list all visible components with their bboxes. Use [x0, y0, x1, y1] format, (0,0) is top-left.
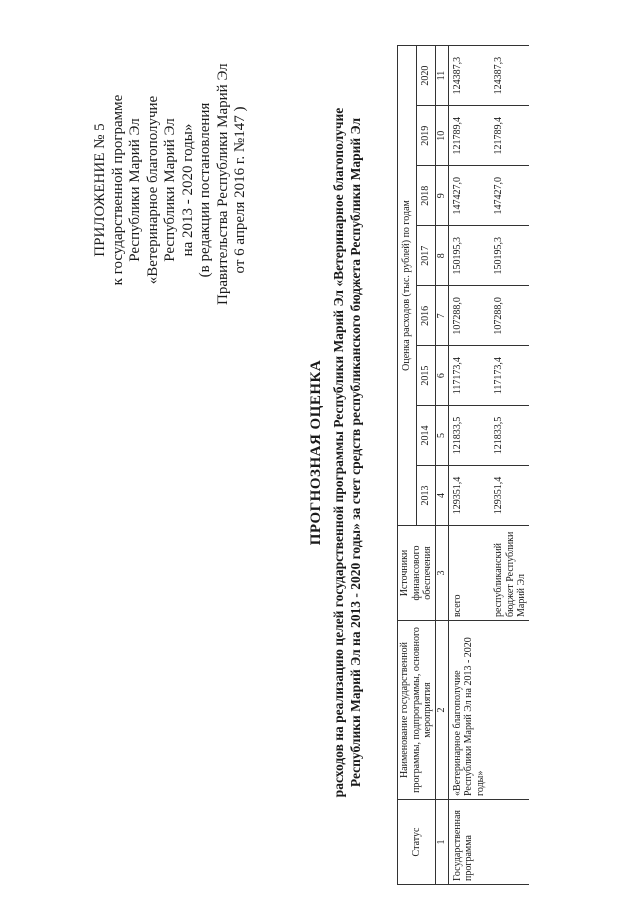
row-value: 147427,0 — [448, 166, 487, 226]
row-value: 147427,0 — [487, 166, 529, 226]
header-year: 2013 — [416, 465, 435, 525]
row-name: «Ветеринарное благополучие Республики Марий Эл на 2013 - 2020 годы» — [448, 621, 487, 800]
column-number: 7 — [435, 286, 448, 346]
document-title: ПРОГНОЗНАЯ ОЦЕНКА — [308, 359, 324, 546]
header-name: Наименование государственной программы, подпрограммы, основного мероприятия — [398, 621, 436, 800]
header-year: 2014 — [416, 405, 435, 465]
row-value: 121833,5 — [448, 405, 487, 465]
header-year: 2020 — [416, 46, 435, 106]
document-subtitle: расходов на реализацию целей государственной программы Республики Марий Эл «Ветеринарное благополучие Республики Марий Эл на 2013 - 2020 годы» за счет средств республиканского бюджета Республики Марий Эл — [331, 107, 363, 798]
row-source: республиканский бюджет Республики Марий Эл — [487, 526, 529, 621]
header-year: 2015 — [416, 346, 435, 406]
row-value: 129351,4 — [448, 465, 487, 525]
row-status — [487, 800, 529, 885]
column-number: 8 — [435, 226, 448, 286]
row-value: 150195,3 — [487, 226, 529, 286]
appendix-line: Республики Марий Эл — [127, 118, 143, 262]
column-number: 5 — [435, 405, 448, 465]
row-value: 121789,4 — [487, 106, 529, 166]
appendix-line: к государственной программе — [109, 94, 126, 286]
table-row — [448, 46, 487, 885]
header-row — [398, 46, 417, 885]
column-number: 3 — [435, 526, 448, 621]
column-number: 2 — [435, 621, 448, 800]
row-value: 121833,5 — [487, 405, 529, 465]
appendix-date-line: от 6 апреля 2016 г. №147 ) — [232, 106, 248, 274]
row-value: 121789,4 — [448, 106, 487, 166]
estimate-table — [397, 45, 529, 885]
row-value: 124387,3 — [487, 46, 529, 106]
header-source: Источники финансового обеспечения — [398, 526, 436, 621]
row-value: 107288,0 — [448, 286, 487, 346]
column-number: 1 — [435, 800, 448, 885]
row-value: 117173,4 — [487, 346, 529, 406]
row-value: 117173,4 — [448, 346, 487, 406]
header-estimate: Оценка расходов (тыс. рублей) по годам — [398, 46, 417, 526]
column-number: 10 — [435, 106, 448, 166]
header-year: 2016 — [416, 286, 435, 346]
row-name — [487, 621, 529, 800]
appendix-block — [92, 63, 250, 305]
row-source: всего — [448, 526, 487, 621]
header-year: 2019 — [416, 106, 435, 166]
header-year: 2018 — [416, 166, 435, 226]
table-row — [487, 46, 529, 885]
column-number: 9 — [435, 166, 448, 226]
row-value: 124387,3 — [448, 46, 487, 106]
column-number-row — [435, 46, 448, 885]
row-value: 150195,3 — [448, 226, 487, 286]
column-number: 11 — [435, 46, 448, 106]
row-value: 129351,4 — [487, 465, 529, 525]
row-status: Государственная программа — [448, 800, 487, 885]
appendix-line: (в редакции постановления — [197, 102, 213, 278]
header-year: 2017 — [416, 226, 435, 286]
column-number: 6 — [435, 346, 448, 406]
appendix-line: «Ветеринарное благополучие — [144, 95, 161, 285]
appendix-line: на 2013 - 2020 годы» — [179, 123, 196, 257]
appendix-line: Правительства Республики Марий Эл — [214, 63, 231, 305]
header-status: Статус — [398, 800, 436, 885]
appendix-line: Республики Марий Эл — [162, 118, 178, 262]
column-number: 4 — [435, 465, 448, 525]
row-value: 107288,0 — [487, 286, 529, 346]
appendix-line: ПРИЛОЖЕНИЕ № 5 — [92, 123, 108, 257]
